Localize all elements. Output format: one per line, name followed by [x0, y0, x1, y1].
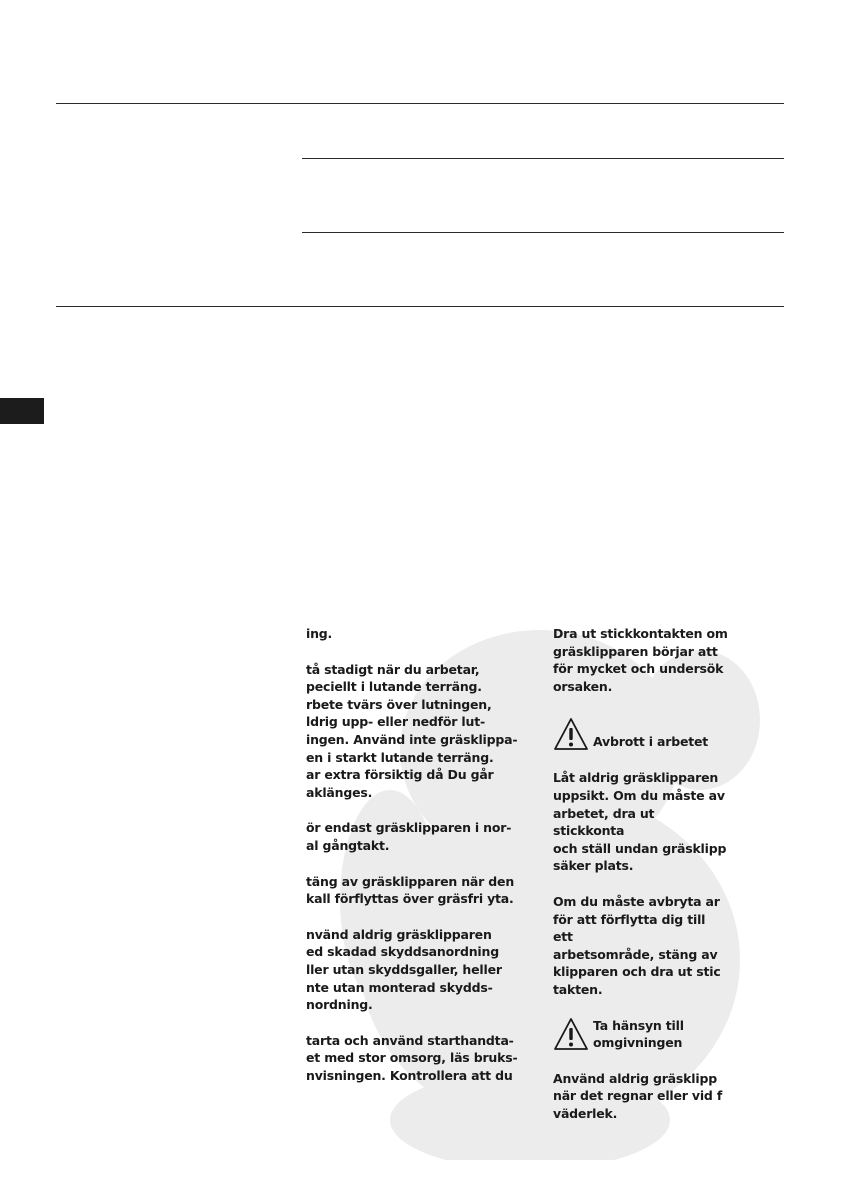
paragraph: ör endast gräsklipparen i nor- al gångtakt. [306, 820, 512, 853]
left-text-column [306, 625, 531, 1102]
warning-heading-surroundings [553, 1017, 729, 1052]
warning-heading-interruption [553, 717, 729, 751]
warning-heading-text: Ta hänsyn till omgivningen [593, 1017, 684, 1051]
right-text-column [553, 625, 729, 1140]
section-tab-marker [0, 398, 44, 424]
paragraph: ar extra försiktig då Du går aklänges. [306, 767, 494, 800]
paragraph: täng av gräsklipparen när den kall förflyttas över gräsfri yta. [306, 873, 515, 907]
top-rule [56, 103, 784, 104]
paragraph: tarta och använd starthandta- et med stor omsorg, läs bruks- nvisningen. Kontrollera att du [306, 1032, 518, 1083]
paragraph: Om du måste avbryta ar för att förflytta dig till ett arbetsområde, stäng av klipparen och dra ut stic takten. [553, 893, 721, 997]
paragraph: Låt aldrig gräsklipparen uppsikt. Om du måste av arbetet, dra ut stickkonta och ställ undan gräsklipp säker plats. [553, 770, 727, 874]
warning-triangle-icon [553, 1017, 589, 1051]
paragraph: Dra ut stickkontakten om gräsklipparen börjar att för mycket och undersök orsaken. [553, 626, 728, 694]
paragraph: ing. [306, 626, 333, 641]
warning-triangle-icon [553, 717, 589, 751]
paragraph: nvänd aldrig gräsklipparen ed skadad skyddsanordning ller utan skyddsgaller, heller nte utan monterad skydds- nordning. [306, 926, 502, 1013]
upper-inner-rule [302, 158, 784, 159]
lower-inner-rule [302, 232, 784, 233]
paragraph: Använd aldrig gräsklipp när det regnar eller vid f väderlek. [553, 1070, 723, 1121]
paragraph: tå stadigt när du arbetar, peciellt i lutande terräng. rbete tvärs över lutningen, ldrig upp- eller nedför lut- ingen. Använd inte gräsklippa- en i starkt lutande terräng. [306, 661, 518, 765]
bottom-rule [56, 306, 784, 307]
warning-heading-text: Avbrott i arbetet [593, 734, 709, 750]
